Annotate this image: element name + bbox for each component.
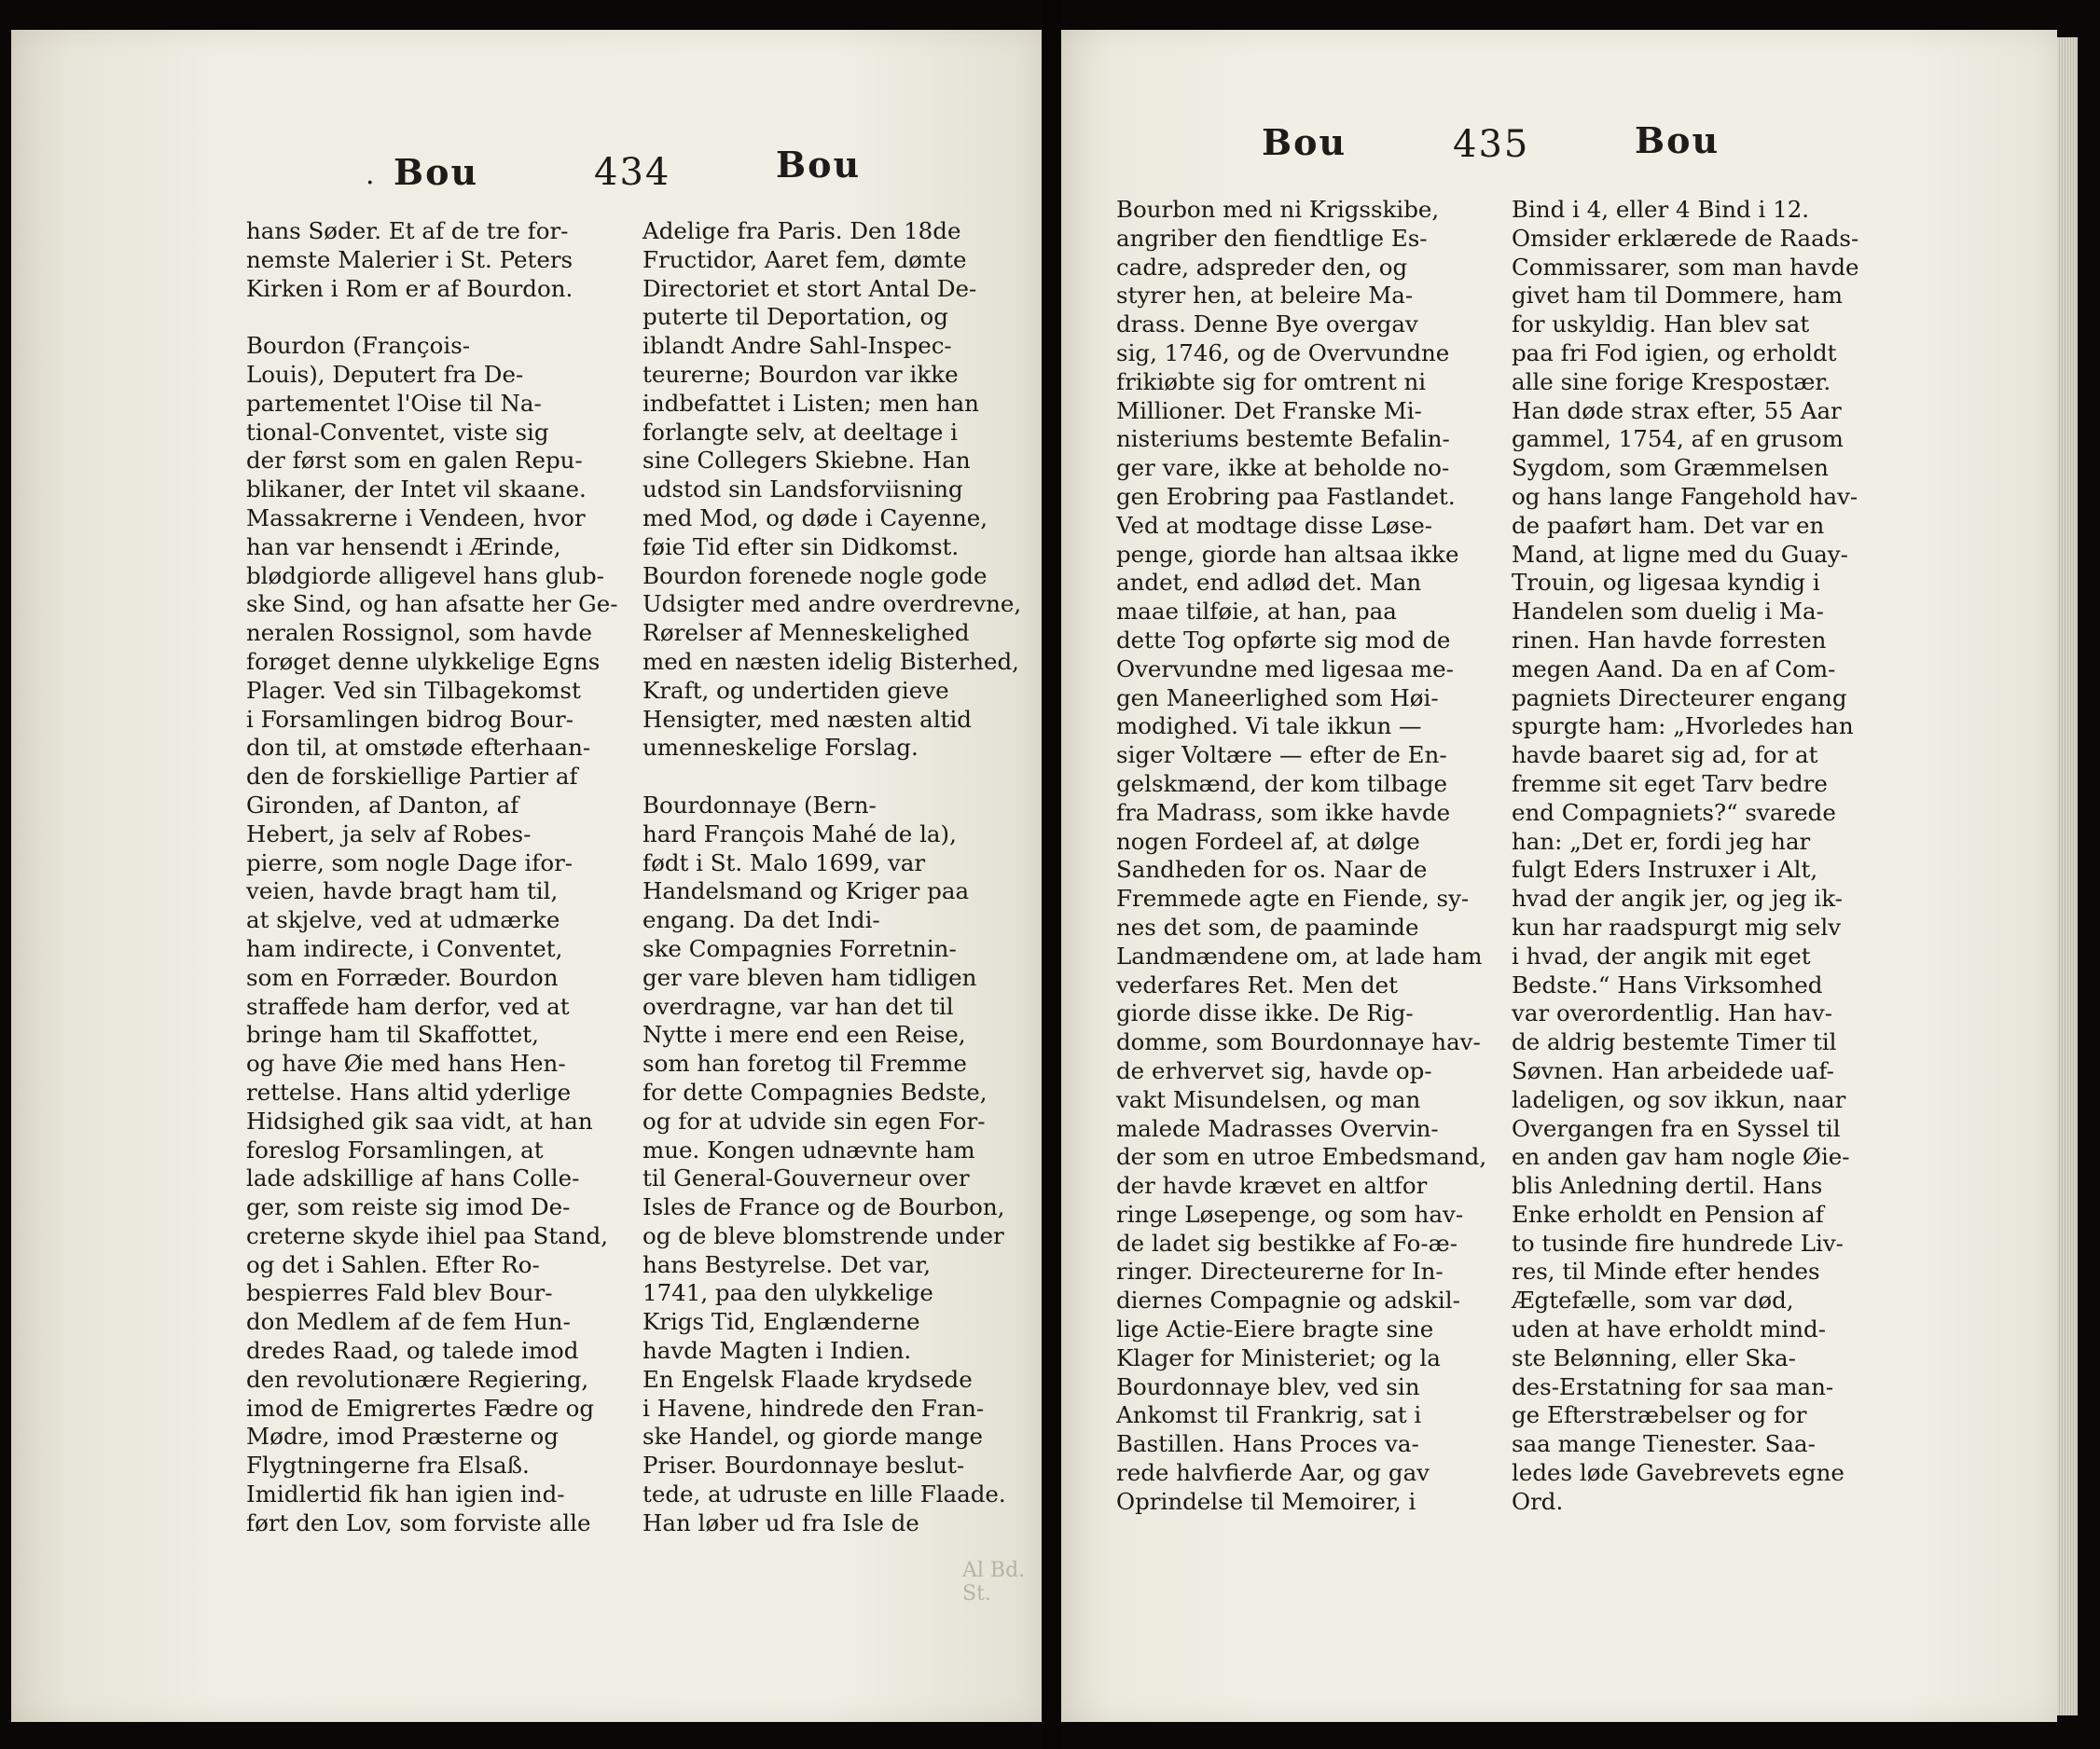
text-line: paa fri Fod igien, og erholdt xyxy=(1512,338,1837,366)
text-line: Massakrerne i Vendeen, hvor xyxy=(246,503,586,531)
text-line: Commissarer, som man havde xyxy=(1512,253,1859,281)
text-line: Priser. Bourdonnaye beslut- xyxy=(642,1452,965,1480)
text-line: ger vare bleven ham tidligen xyxy=(642,963,977,991)
text-line: straffede ham derfor, ved at xyxy=(246,992,570,1020)
text-line: rettelse. Hans altid yderlige xyxy=(246,1078,572,1106)
text-line: bringe ham til Skaffottet, xyxy=(246,1021,539,1049)
text-line: creterne skyde ihiel paa Stand, xyxy=(246,1221,609,1249)
text-line: for dette Compagnies Bedste, xyxy=(642,1078,988,1106)
text-line: giorde disse ikke. De Rig- xyxy=(1116,999,1414,1027)
text-line: og have Øie med hans Hen- xyxy=(246,1050,566,1078)
text-line: Handelsmand og Kriger paa xyxy=(642,877,970,905)
text-line: fremme sit eget Tarv bedre xyxy=(1512,769,1828,797)
right-column-1 xyxy=(1116,196,1489,1517)
text-line: Han løber ud fra Isle de xyxy=(642,1508,919,1536)
text-line: overdragne, var han det til xyxy=(642,992,954,1020)
text-line: end Compagniets?“ svarede xyxy=(1512,798,1836,826)
text-line: med en næsten idelig Bisterhed, xyxy=(642,647,1019,675)
text-line: Bourdon (François- xyxy=(246,332,471,360)
text-line: blikaner, der Intet vil skaane. xyxy=(246,475,587,503)
text-line: de aldrig bestemte Timer til xyxy=(1512,1028,1837,1056)
text-line: partementet l'Oise til Na- xyxy=(246,389,542,417)
text-line: Plager. Ved sin Tilbagekomst xyxy=(246,676,581,704)
text-line: ringer. Directeurerne for In- xyxy=(1116,1258,1444,1286)
text-line: de ladet sig bestikke af Fo-æ- xyxy=(1116,1229,1458,1257)
text-line: Handelen som duelig i Ma- xyxy=(1512,598,1824,626)
text-line: der først som en galen Repu- xyxy=(246,447,583,475)
text-line: malede Madrasses Overvin- xyxy=(1116,1114,1439,1142)
text-line: Søvnen. Han arbeidede uaf- xyxy=(1512,1056,1834,1084)
text-line: puterte til Deportation, og xyxy=(642,303,948,331)
right-header-word-right: Bou xyxy=(1635,119,1720,161)
text-line: mue. Kongen udnævnte ham xyxy=(642,1136,975,1164)
text-line: Omsider erklærede de Raads- xyxy=(1512,224,1859,252)
text-line: Nytte i mere end een Reise, xyxy=(642,1021,966,1049)
text-line: Directoriet et stort Antal De- xyxy=(642,274,977,302)
text-line: ger vare, ikke at beholde no- xyxy=(1116,454,1450,482)
text-line: rinen. Han havde forresten xyxy=(1512,626,1827,654)
text-line: indbefattet i Listen; men han xyxy=(642,389,979,417)
text-line: der havde krævet en altfor xyxy=(1116,1172,1428,1200)
text-line: Rørelser af Menneskelighed xyxy=(642,619,970,647)
text-line: frikiøbte sig for omtrent ni xyxy=(1116,367,1427,395)
text-line: Hidsighed gik saa vidt, at han xyxy=(246,1107,593,1135)
text-line: Isles de France og de Bourbon, xyxy=(642,1193,1005,1221)
text-line: Krigs Tid, Englænderne xyxy=(642,1308,920,1336)
text-line: ske Sind, og han afsatte her Ge- xyxy=(246,590,618,618)
text-line: imod de Emigrertes Fædre og xyxy=(246,1394,595,1422)
book-gutter xyxy=(1042,0,1061,1749)
text-line: andet, end adlød det. Man xyxy=(1116,569,1422,597)
text-line: forøget denne ulykkelige Egns xyxy=(246,647,601,675)
text-line: Oprindelse til Memoirer, i xyxy=(1116,1487,1416,1515)
text-line: Bourdonnaye blev, ved sin xyxy=(1116,1372,1420,1400)
text-line: han var hensendt i Ærinde, xyxy=(246,532,561,560)
right-column-2 xyxy=(1512,196,1889,1517)
text-line: En Engelsk Flaade krydsede xyxy=(642,1365,973,1393)
text-line: lige Actie-Eiere bragte sine xyxy=(1116,1315,1434,1343)
text-line: for uskyldig. Han blev sat xyxy=(1512,310,1810,338)
text-line: Fremmede agte en Fiende, sy- xyxy=(1116,885,1470,913)
left-page xyxy=(11,30,1042,1722)
text-line: Adelige fra Paris. Den 18de xyxy=(642,217,961,244)
text-line: Udsigter med andre overdrevne, xyxy=(642,590,1022,618)
text-line: den de forskiellige Partier af xyxy=(246,763,578,791)
text-line: Kirken i Rom er af Bourdon. xyxy=(246,274,573,302)
text-line: Overvundne med ligesaa me- xyxy=(1116,654,1454,682)
text-line: Flygtningerne fra Elsaß. xyxy=(246,1452,530,1480)
text-line: domme, som Bourdonnaye hav- xyxy=(1116,1028,1481,1056)
text-line: ledes løde Gavebrevets egne xyxy=(1512,1459,1844,1487)
text-line: gen Maneerlighed som Høi- xyxy=(1116,683,1439,711)
text-line: hans Bestyrelse. Det var, xyxy=(642,1250,932,1278)
text-line: res, til Minde efter hendes xyxy=(1512,1258,1820,1286)
text-line: som en Forræder. Bourdon xyxy=(246,963,559,991)
text-line: iblandt Andre Sahl-Inspec- xyxy=(642,332,952,360)
text-line: og for at udvide sin egen For- xyxy=(642,1107,986,1135)
text-line: blis Anledning dertil. Hans xyxy=(1512,1172,1823,1200)
text-line: fra Madrass, som ikke havde xyxy=(1116,798,1451,826)
text-line: Bedste.“ Hans Virksomhed xyxy=(1512,971,1823,998)
text-line: kun har raadspurgt mig selv xyxy=(1512,913,1842,941)
text-line: Sandheden for os. Naar de xyxy=(1116,856,1428,884)
text-line: han: „Det er, fordi jeg har xyxy=(1512,827,1811,855)
text-line: siger Voltære — efter de En- xyxy=(1116,741,1447,769)
text-line: nes det som, de paaminde xyxy=(1116,913,1419,941)
text-line: veien, havde bragt ham til, xyxy=(246,877,559,905)
text-line: i hvad, der angik mit eget xyxy=(1512,942,1811,970)
text-line: ringe Løsepenge, og som hav- xyxy=(1116,1200,1464,1228)
text-line: Klager for Ministeriet; og la xyxy=(1116,1343,1441,1371)
right-page xyxy=(1061,30,2057,1722)
text-line: tede, at udruste en lille Flaade. xyxy=(642,1480,1006,1508)
text-line: gammel, 1754, af en grusom xyxy=(1512,425,1844,453)
text-line: ham indirecte, i Conventet, xyxy=(246,934,563,962)
text-line: og hans lange Fangehold hav- xyxy=(1512,482,1858,510)
text-line: don Medlem af de fem Hun- xyxy=(246,1308,571,1336)
text-line: diernes Compagnie og adskil- xyxy=(1116,1287,1460,1315)
text-line: ge Efterstræbelser og for xyxy=(1512,1401,1807,1429)
text-line: Ægtefælle, som var død, xyxy=(1512,1287,1794,1315)
text-line: pagniets Directeurer engang xyxy=(1512,683,1847,711)
text-line: med Mod, og døde i Cayenne, xyxy=(642,503,988,531)
text-line: født i St. Malo 1699, var xyxy=(642,848,926,876)
text-line: den revolutionære Regiering, xyxy=(246,1365,589,1393)
text-line: Han døde strax efter, 55 Aar xyxy=(1512,396,1842,424)
text-line: i Forsamlingen bidrog Bour- xyxy=(246,705,574,733)
text-line: havde baaret sig ad, for at xyxy=(1512,741,1818,769)
text-line: pierre, som nogle Dage ifor- xyxy=(246,848,573,876)
text-line: lade adskillige af hans Colle- xyxy=(246,1164,580,1192)
text-line: ste Belønning, eller Ska- xyxy=(1512,1343,1796,1371)
text-line: Mand, at ligne med du Guay- xyxy=(1512,540,1848,568)
text-line: dette Tog opførte sig mod de xyxy=(1116,626,1451,654)
text-line: hard François Mahé de la), xyxy=(642,819,957,847)
left-column-1 xyxy=(246,217,629,1538)
text-line: de paaført ham. Det var en xyxy=(1512,511,1825,539)
text-line: Bourdonnaye (Bern- xyxy=(642,791,877,819)
text-line: i Havene, hindrede den Fran- xyxy=(642,1394,985,1422)
text-line: vakt Misundelsen, og man xyxy=(1116,1085,1421,1113)
left-column-2 xyxy=(642,217,1025,1538)
text-line xyxy=(246,303,629,332)
text-line: Millioner. Det Franske Mi- xyxy=(1116,396,1422,424)
right-header-word-left: Bou xyxy=(1262,121,1347,163)
text-line: dredes Raad, og talede imod xyxy=(246,1337,579,1365)
right-page-number: 435 xyxy=(1453,123,1530,166)
text-line: umenneskelige Forslag. xyxy=(642,734,919,762)
text-line: maae tilføie, at han, paa xyxy=(1116,598,1397,626)
text-line: des-Erstatning for saa man- xyxy=(1512,1372,1834,1400)
text-line: don til, at omstøde efterhaan- xyxy=(246,734,591,762)
header-dot: . xyxy=(366,158,375,191)
text-line: ske Compagnies Forretnin- xyxy=(642,934,957,962)
text-line: hans Søder. Et af de tre for- xyxy=(246,217,569,244)
text-line: Ved at modtage disse Løse- xyxy=(1116,511,1433,539)
text-line: nisteriums bestemte Befalin- xyxy=(1116,425,1450,453)
text-line: rede halvfierde Aar, og gav xyxy=(1116,1459,1430,1487)
text-line: at skjelve, ved at udmærke xyxy=(246,906,560,934)
text-line: de erhvervet sig, havde op- xyxy=(1116,1056,1432,1084)
text-line: Bind i 4, eller 4 Bind i 12. xyxy=(1512,196,1810,223)
text-line: bespierres Fald blev Bour- xyxy=(246,1279,553,1307)
text-line: sine Collegers Skiebne. Han xyxy=(642,447,971,475)
text-line: udstod sin Landsforviisning xyxy=(642,475,963,503)
text-line: modighed. Vi tale ikkun — xyxy=(1116,712,1422,740)
text-line: der som en utroe Embedsmand, xyxy=(1116,1143,1487,1171)
text-line: teurerne; Bourdon var ikke xyxy=(642,360,959,388)
text-line: Trouin, og ligesaa kyndig i xyxy=(1512,569,1820,597)
text-line: 1741, paa den ulykkelige xyxy=(642,1279,933,1307)
text-line: givet ham til Dommere, ham xyxy=(1512,282,1843,310)
text-line: gen Erobring paa Fastlandet. xyxy=(1116,482,1456,510)
text-line: tional-Conventet, viste sig xyxy=(246,418,549,446)
text-line: fulgt Eders Instruxer i Alt, xyxy=(1512,856,1818,884)
text-line: en anden gav ham nogle Øie- xyxy=(1512,1143,1850,1171)
text-line: føie Tid efter sin Didkomst. xyxy=(642,532,960,560)
left-page-number: 434 xyxy=(594,151,671,194)
text-line: nogen Fordeel af, at dølge xyxy=(1116,827,1420,855)
text-line: Sygdom, som Græmmelsen xyxy=(1512,454,1829,482)
text-line: Louis), Deputert fra De- xyxy=(246,360,524,388)
text-line: og det i Sahlen. Efter Ro- xyxy=(246,1250,540,1278)
text-line: Bourbon med ni Krigsskibe, xyxy=(1116,196,1440,223)
text-line: angriber den fiendtlige Es- xyxy=(1116,224,1428,252)
page-edges xyxy=(2057,37,2078,1715)
text-line: alle sine forige Krespostær. xyxy=(1512,367,1831,395)
text-line: engang. Da det Indi- xyxy=(642,906,880,934)
text-line: var overordentlig. Han hav- xyxy=(1512,999,1832,1027)
text-line: Bastillen. Hans Proces va- xyxy=(1116,1430,1419,1458)
text-line: forlangte selv, at deeltage i xyxy=(642,418,958,446)
text-line: Overgangen fra en Syssel til xyxy=(1512,1114,1841,1142)
text-line: nemste Malerier i St. Peters xyxy=(246,245,573,273)
text-line: gelskmænd, der kom tilbage xyxy=(1116,769,1448,797)
text-line: Imidlertid fik han igien ind- xyxy=(246,1480,565,1508)
text-line: som han foretog til Fremme xyxy=(642,1050,967,1078)
text-line: penge, giorde han altsaa ikke xyxy=(1116,540,1459,568)
text-line: ske Handel, og giorde mange xyxy=(642,1423,984,1451)
text-line: uden at have erholdt mind- xyxy=(1512,1315,1826,1343)
text-line: Hensigter, med næsten altid xyxy=(642,705,972,733)
text-line: Ankomst til Frankrig, sat i xyxy=(1116,1401,1422,1429)
text-line: havde Magten i Indien. xyxy=(642,1337,912,1365)
left-header-word-right: Bou xyxy=(776,144,862,186)
text-line: Bourdon forenede nogle gode xyxy=(642,561,988,589)
text-line: Fructidor, Aaret fem, dømte xyxy=(642,245,967,273)
text-line: Mødre, imod Præsterne og xyxy=(246,1423,559,1451)
text-line: ger, som reiste sig imod De- xyxy=(246,1193,571,1221)
bleed-through-signature: Al Bd. St. xyxy=(962,1559,1026,1605)
text-line: saa mange Tienester. Saa- xyxy=(1512,1430,1816,1458)
text-line: Gironden, af Danton, af xyxy=(246,791,519,819)
text-line: neralen Rossignol, som havde xyxy=(246,619,593,647)
text-line: foreslog Forsamlingen, at xyxy=(246,1136,544,1164)
text-line: hvad der angik jer, og jeg ik- xyxy=(1512,885,1843,913)
text-line: vederfares Ret. Men det xyxy=(1116,971,1399,998)
text-line: Kraft, og undertiden gieve xyxy=(642,676,949,704)
text-line: sig, 1746, og de Overvundne xyxy=(1116,338,1450,366)
text-line: megen Aand. Da en af Com- xyxy=(1512,654,1836,682)
text-line: ført den Lov, som forviste alle xyxy=(246,1508,591,1536)
text-line: Enke erholdt en Pension af xyxy=(1512,1200,1824,1228)
text-line: to tusinde fire hundrede Liv- xyxy=(1512,1229,1844,1257)
text-line: Landmændene om, at lade ham xyxy=(1116,942,1483,970)
text-line: blødgiorde alligevel hans glub- xyxy=(246,561,604,589)
text-line: til General-Gouverneur over xyxy=(642,1164,970,1192)
text-line: drass. Denne Bye overgav xyxy=(1116,310,1418,338)
text-line: cadre, adspreder den, og xyxy=(1116,253,1408,281)
text-line: styrer hen, at beleire Ma- xyxy=(1116,282,1414,310)
text-line: Hebert, ja selv af Robes- xyxy=(246,819,532,847)
text-line: og de bleve blomstrende under xyxy=(642,1221,1004,1249)
text-line: ladeligen, og sov ikkun, naar xyxy=(1512,1085,1846,1113)
text-line: spurgte ham: „Hvorledes han xyxy=(1512,712,1854,740)
text-line xyxy=(642,763,1025,792)
left-header-word-left: Bou xyxy=(394,151,479,193)
text-line: Ord. xyxy=(1512,1487,1564,1515)
